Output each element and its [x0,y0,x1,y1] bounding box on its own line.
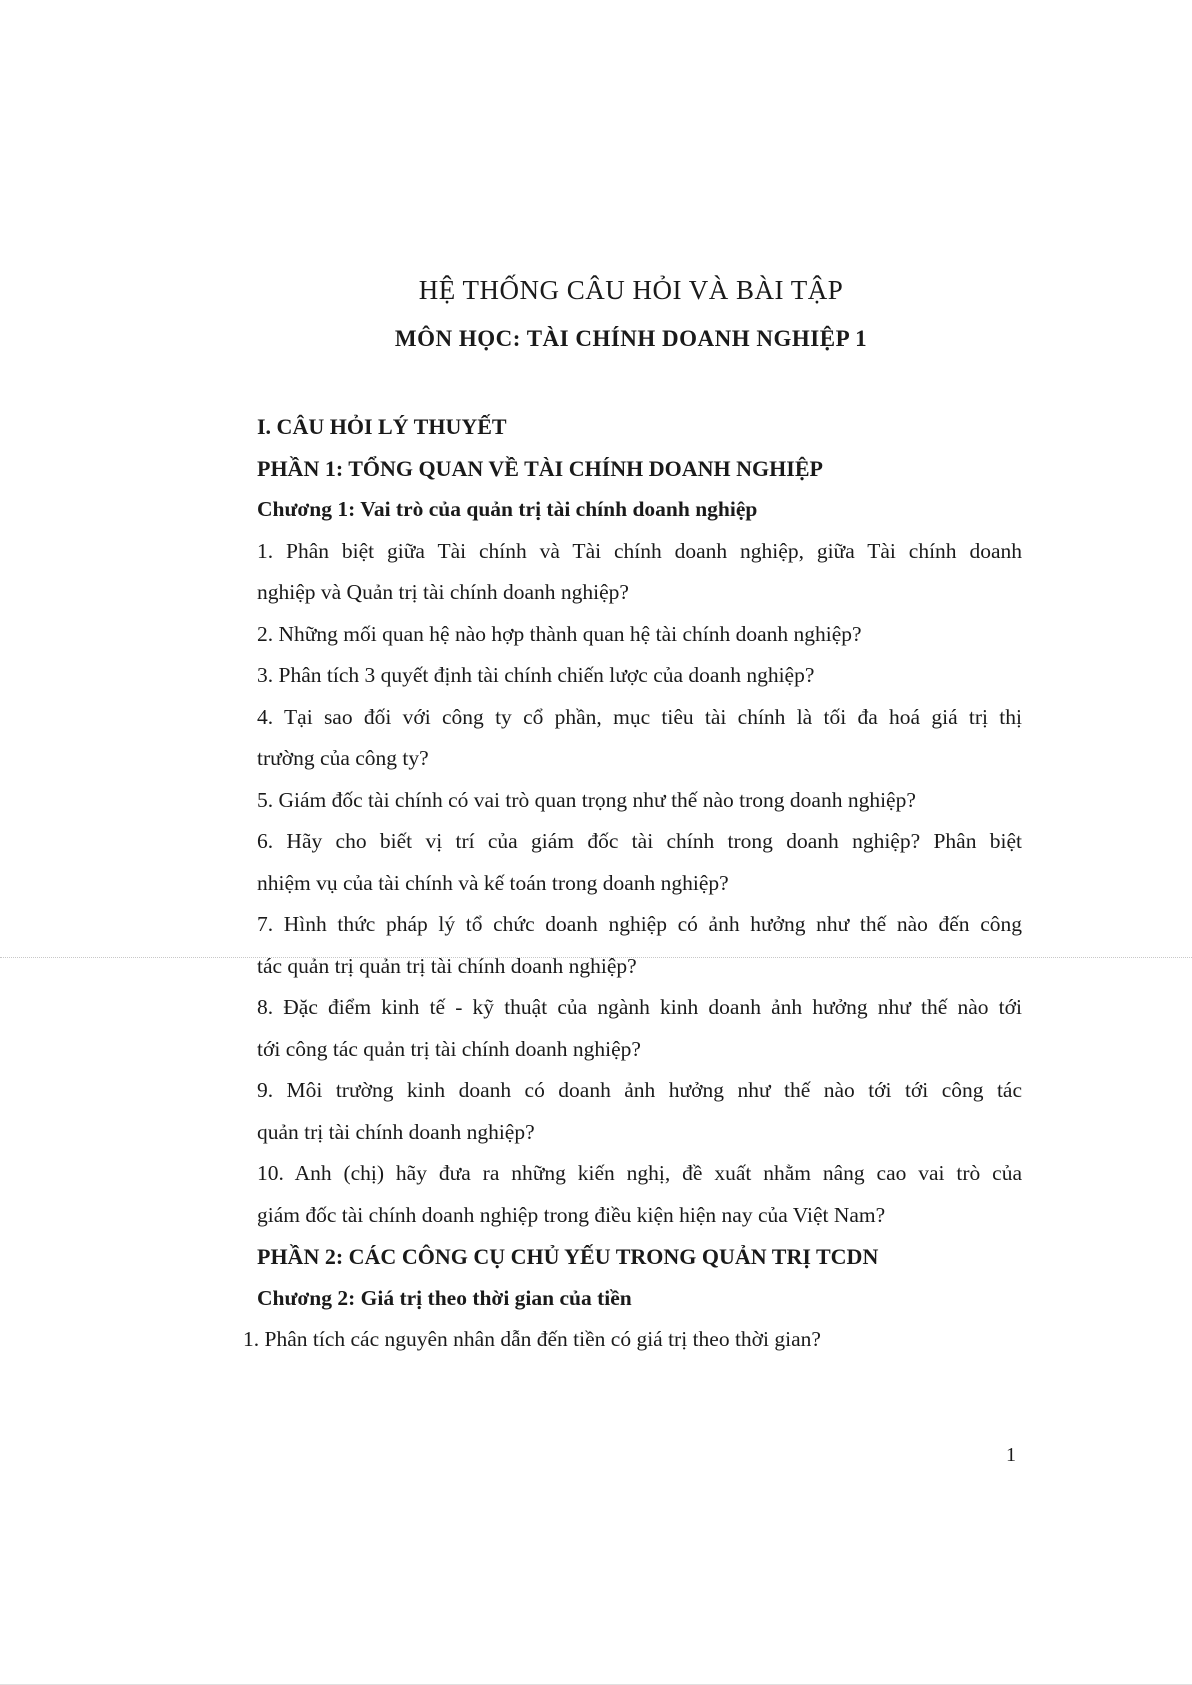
question-line: 4. Tại sao đối với công ty cổ phần, mục tiêu tài chính là tối đa hoá giá trị thị [257,704,1022,729]
question-line: 10. Anh (chị) hãy đưa ra những kiến nghị, đề xuất nhằm nâng cao vai trò của [257,1161,1022,1185]
document-subtitle: MÔN HỌC: TÀI CHÍNH DOANH NGHIỆP 1 [394,326,868,351]
question-line: 3. Phân tích 3 quyết định tài chính chiến lược của doanh nghiệp? [257,663,815,687]
question-line: tới công tác quản trị tài chính doanh nghiệp? [257,1036,641,1061]
part-heading: PHẦN 2: CÁC CÔNG CỤ CHỦ YẾU TRONG QUẢN TRỊ TCDN [257,1244,879,1269]
question-line: 1. Phân biệt giữa Tài chính và Tài chính doanh nghiệp, giữa Tài chính doanh [257,538,1022,563]
chapter-heading: Chương 1: Vai trò của quản trị tài chính doanh nghiệp [257,497,758,521]
question-line: tác quản trị quản trị tài chính doanh nghiệp? [257,953,637,978]
question-line: giám đốc tài chính doanh nghiệp trong điều kiện hiện nay của Việt Nam? [257,1202,886,1227]
document-body [243,406,1022,1361]
document-title: HỆ THỐNG CÂU HỎI VÀ BÀI TẬP [418,275,844,305]
chapter-heading: Chương 2: Giá trị theo thời gian của tiền [257,1285,632,1310]
question-line: trường của công ty? [257,746,429,770]
section-heading: I. CÂU HỎI LÝ THUYẾT [257,414,507,439]
question-line: quản trị tài chính doanh nghiệp? [257,1119,535,1144]
question-line: nhiệm vụ của tài chính và kế toán trong doanh nghiệp? [257,870,729,895]
question-line: 7. Hình thức pháp lý tổ chức doanh nghiệp có ảnh hưởng như thế nào đến công [257,912,1022,936]
question-line: 2. Những mối quan hệ nào hợp thành quan hệ tài chính doanh nghiệp? [257,621,862,646]
part-heading: PHẦN 1: TỔNG QUAN VỀ TÀI CHÍNH DOANH NGHIỆP [257,455,823,481]
question-line: 9. Môi trường kinh doanh có doanh ảnh hưởng như thế nào tới tới công tác [257,1078,1022,1102]
question-line: 6. Hãy cho biết vị trí của giám đốc tài chính trong doanh nghiệp? Phân biệt [257,829,1022,853]
scan-artifact-line [0,957,1192,958]
question-line: 1. Phân tích các nguyên nhân dẫn đến tiền có giá trị theo thời gian? [243,1327,821,1351]
question-line: 8. Đặc điểm kinh tế - kỹ thuật của ngành kinh doanh ảnh hưởng như thế nào tới [257,995,1022,1019]
page-number: 1 [1006,1444,1016,1466]
question-line: 5. Giám đốc tài chính có vai trò quan trọng như thế nào trong doanh nghiệp? [257,787,916,812]
question-line: nghiệp và Quản trị tài chính doanh nghiệp? [257,580,629,604]
